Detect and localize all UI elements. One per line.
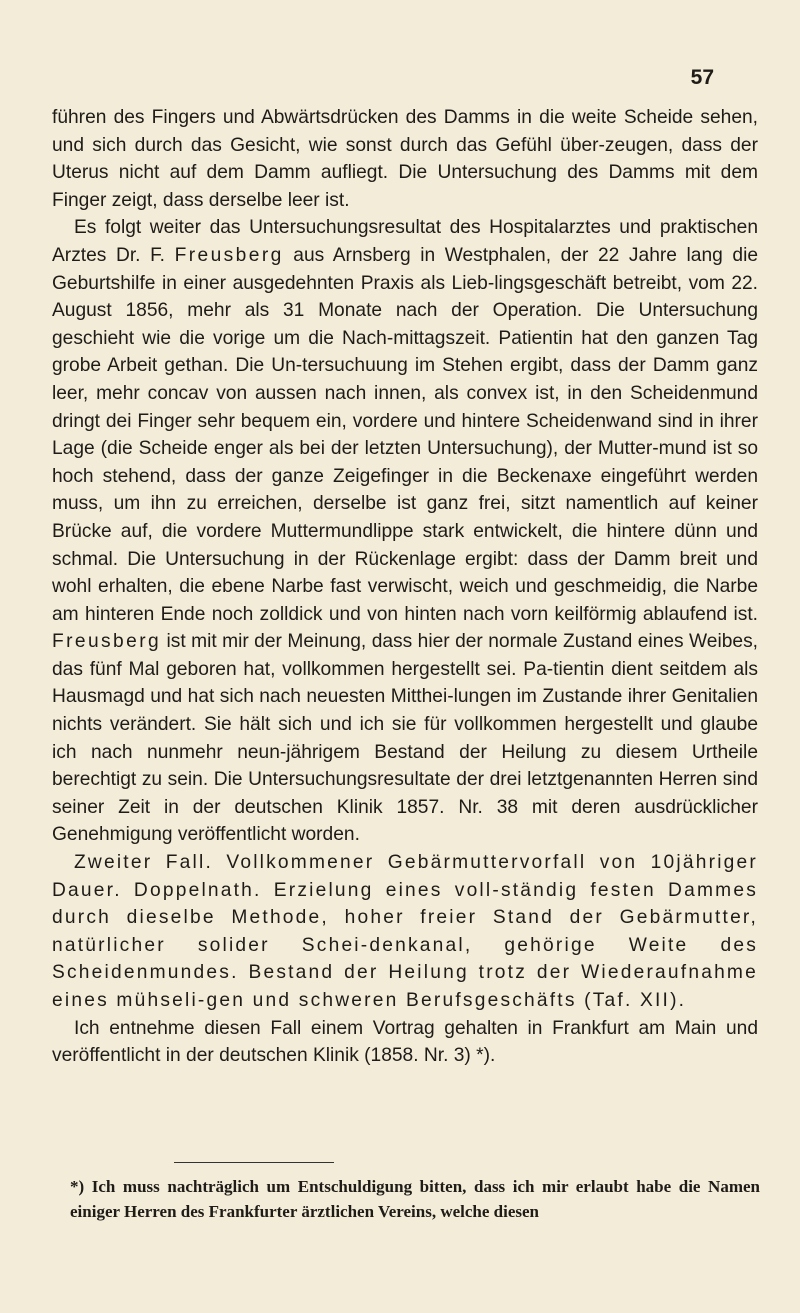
person-name-freusberg-2: Freusberg	[52, 631, 162, 653]
paragraph-1: führen des Fingers und Abwärtsdrücken des Damms in die weite Scheide sehen, und sich durch das Gesicht, wie sonst durch das Gefühl über-zeugen, dass der Uterus nicht auf dem Damm aufliegt. Die Untersuchung des Damms mit dem Finger zeigt, dass derselbe leer ist.	[52, 107, 758, 211]
paragraph-2	[52, 214, 758, 849]
page-number: 57	[690, 66, 714, 89]
footnote: *) Ich muss nachträglich um Entschuldigung bitten, dass ich mir erlaubt habe die Namen einiger Herren des Frankfurter ärztlichen Vereins, welche diesen	[70, 1177, 760, 1221]
paragraph-4: Ich entnehme diesen Fall einem Vortrag gehalten in Frankfurt am Main und veröffentlicht in der deutschen Klinik (1858. Nr. 3) *).	[52, 1017, 758, 1067]
case-heading-paragraph: Zweiter Fall. Vollkommener Gebärmuttervorfall von 10jähriger Dauer. Doppelnath. Erzielung eines voll-ständig festen Dammes durch dieselbe Methode, hoher freier Stand der Gebärmutter, natürlicher solider Schei-denkanal, gehörige Weite des Scheidenmundes. Bestand der Heilung trotz der Wiederaufnahme eines mühseli-gen und schweren Berufsgeschäfts (Taf. XII).	[52, 852, 758, 1011]
paragraph-2-text-b: aus Arnsberg in Westphalen, der 22 Jahre lang die Geburtshilfe in einer ausgedehnten Praxis als Lieb-lingsgeschäft betreibt, vom 22. August 1856, mehr als 31 Monate nach der Operation. Die Untersuchung geschieht wie die vorige um die Nach-mittagszeit. Patientin hat den ganzen Tag grobe Arbeit gethan. Die Un-tersuchuung im Stehen ergibt, dass der Damm ganz leer, mehr concav von aussen nach innen, als convex ist, in den Scheidenmund dringt dei Finger sehr bequem ein, vordere und hintere Scheidenwand sind in ihrer Lage (die Scheide enger als bei der letzten Untersuchung), der Mutter-mund ist so hoch stehend, dass der ganze Zeigefinger in die Beckenaxe eingeführt werden muss, um ihn zu erreichen, derselbe ist ganz frei, sitzt namentlich auf keiner Brücke auf, die vordere Muttermundlippe stark entwickelt, die hintere dünn und schmal. Die Untersuchung in der Rückenlage ergibt: dass der Damm breit und wohl erhalten, die ebene Narbe fast verwischt, weich und geschmeidig, die Narbe am hinteren Ende noch zolldick und von hinten nach vorn keilförmig ablaufend ist.	[52, 244, 759, 625]
paragraph-2-text-a: Es folgt weiter das Untersuchungsresultat des Hospitalarztes und praktischen Arztes Dr. F.	[52, 217, 758, 266]
body-text	[52, 104, 758, 1070]
footnote-divider	[174, 1162, 334, 1163]
person-name-freusberg: Freusberg	[174, 244, 284, 266]
paragraph-2-text-c: ist mit mir der Meinung, dass hier der normale Zustand eines Weibes, das fünf Mal geboren hat, vollkommen hergestellt sei. Pa-tientin dient seitdem als Hausmagd und hat sich nach neuesten Mitthei-lungen im Zustande ihrer Genitalien nichts verändert. Sie hält sich und ich sie für vollkommen hergestellt und glaube ich nach nunmehr neun-jährigem Bestand der Heilung zu diesem Urtheile berechtigt zu sein. Die Untersuchungsresultate der drei letztgenannten Herren sind seiner Zeit in der deutschen Klinik 1857. Nr. 38 mit deren ausdrücklicher Genehmigung veröffentlicht worden.	[52, 631, 758, 846]
